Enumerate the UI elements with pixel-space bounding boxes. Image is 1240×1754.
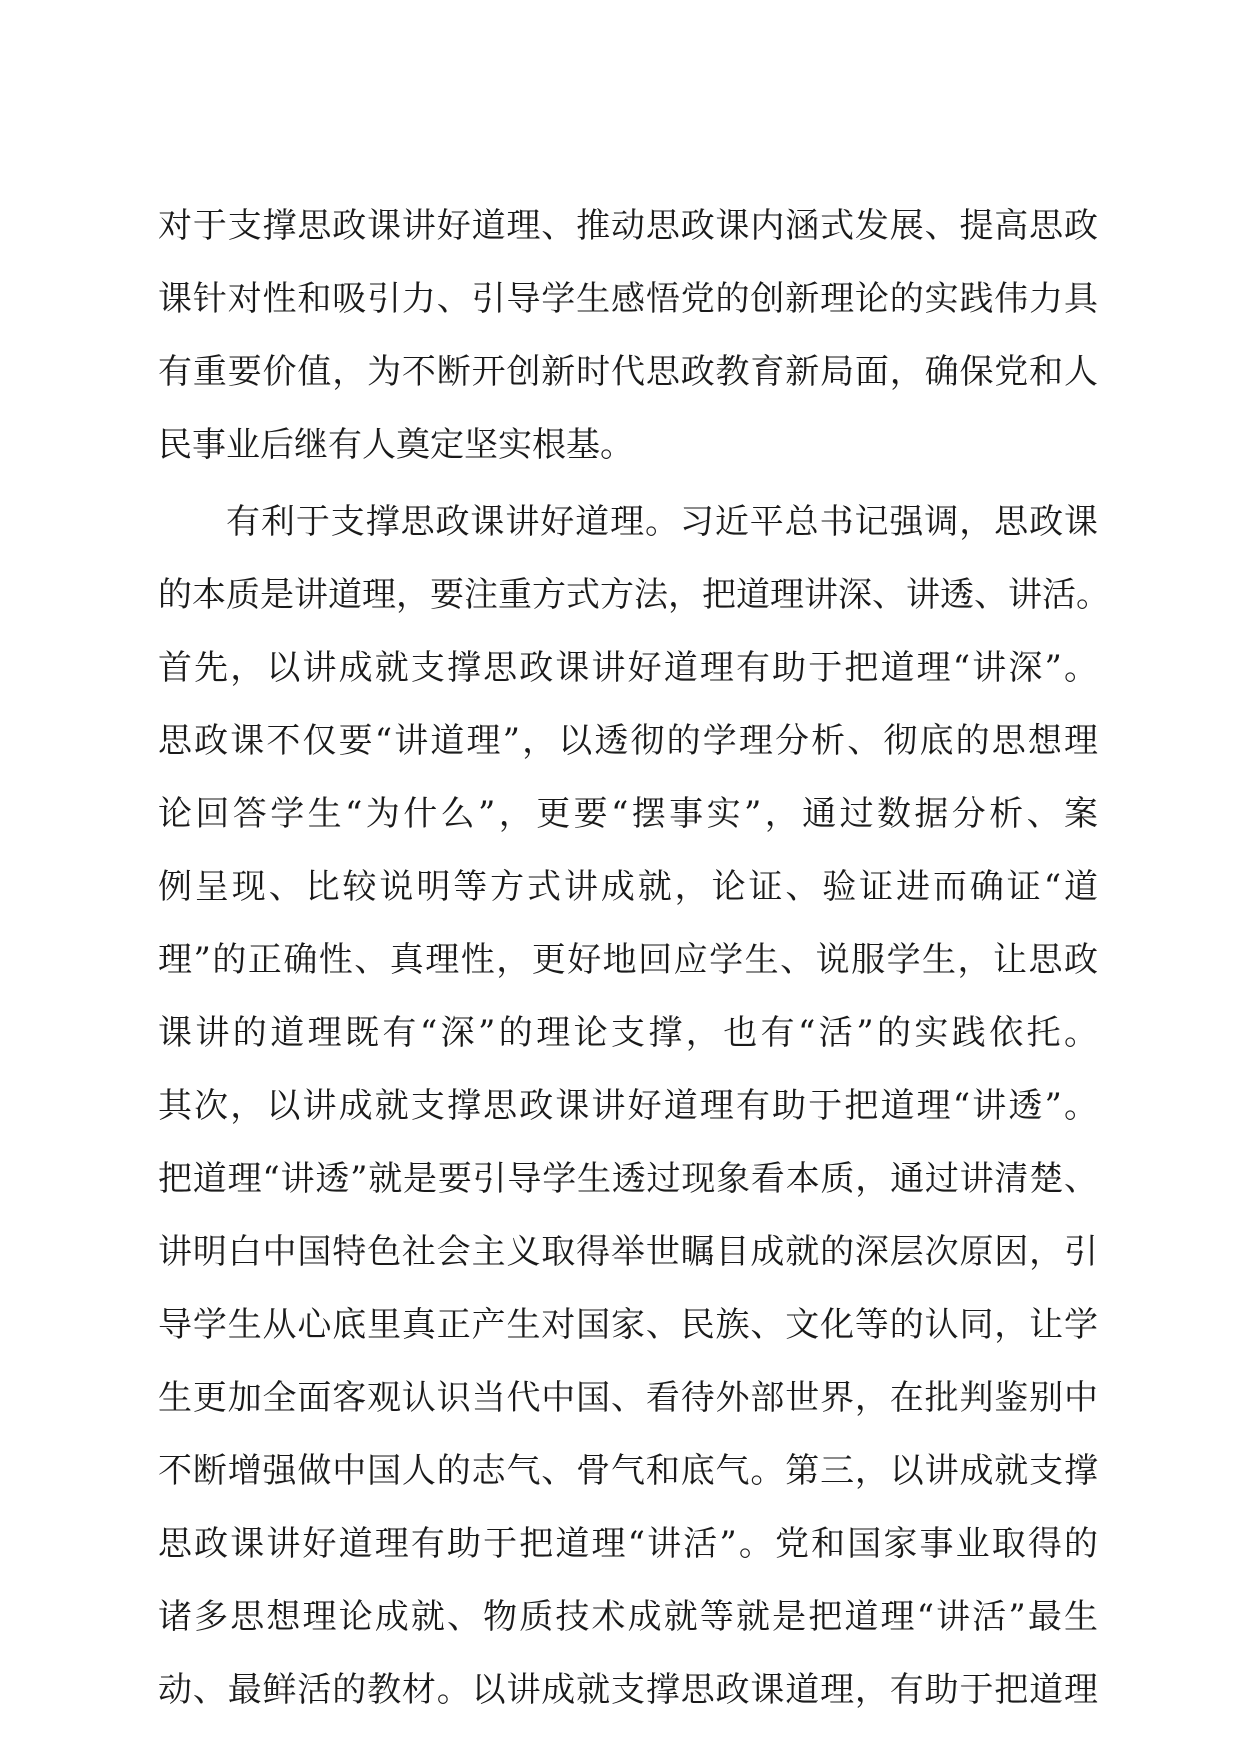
text-line: 有重要价值，为不断开创新时代思政教育新局面，确保党和人 bbox=[158, 352, 1098, 392]
text-line: 论回答学生“为什么”，更要“摆事实”，通过数据分析、案 bbox=[158, 794, 1098, 834]
body-text bbox=[158, 190, 1110, 1727]
text-line: 其次，以讲成就支撑思政课讲好道理有助于把道理“讲透”。 bbox=[158, 1086, 1098, 1126]
text-line: 把道理“讲透”就是要引导学生透过现象看本质，通过讲清楚、 bbox=[158, 1159, 1098, 1199]
text-line: 不断增强做中国人的志气、骨气和底气。第三，以讲成就支撑 bbox=[158, 1451, 1098, 1491]
text-line: 导学生从心底里真正产生对国家、民族、文化等的认同，让学 bbox=[158, 1305, 1098, 1345]
paragraph bbox=[158, 190, 1098, 482]
text-line: 例呈现、比较说明等方式讲成就，论证、验证进而确证“道 bbox=[158, 867, 1098, 907]
text-line: 理”的正确性、真理性，更好地回应学生、说服学生，让思政 bbox=[158, 940, 1098, 980]
text-line: 生更加全面客观认识当代中国、看待外部世界，在批判鉴别中 bbox=[158, 1378, 1098, 1418]
text-line: 首先，以讲成就支撑思政课讲好道理有助于把道理“讲深”。 bbox=[158, 648, 1098, 688]
text-line: 课讲的道理既有“深”的理论支撑，也有“活”的实践依托。 bbox=[158, 1013, 1098, 1053]
paragraph bbox=[158, 486, 1110, 1727]
text-line: 动、最鲜活的教材。以讲成就支撑思政课道理，有助于把道理 bbox=[158, 1670, 1098, 1710]
text-line: 诸多思想理论成就、物质技术成就等就是把道理“讲活”最生 bbox=[158, 1597, 1098, 1637]
text-line: 对于支撑思政课讲好道理、推动思政课内涵式发展、提高思政 bbox=[158, 206, 1098, 246]
text-line: 课针对性和吸引力、引导学生感悟党的创新理论的实践伟力具 bbox=[158, 279, 1098, 319]
text-line: 有利于支撑思政课讲好道理。习近平总书记强调，思政课 bbox=[226, 502, 1098, 542]
text-line: 讲明白中国特色社会主义取得举世瞩目成就的深层次原因，引 bbox=[158, 1232, 1098, 1272]
text-line: 的本质是讲道理，要注重方式方法，把道理讲深、讲透、讲活。 bbox=[158, 575, 1110, 615]
text-line: 思政课不仅要“讲道理”，以透彻的学理分析、彻底的思想理 bbox=[158, 721, 1098, 761]
text-line: 民事业后继有人奠定坚实根基。 bbox=[158, 425, 634, 465]
text-line: 思政课讲好道理有助于把道理“讲活”。党和国家事业取得的 bbox=[158, 1524, 1098, 1564]
